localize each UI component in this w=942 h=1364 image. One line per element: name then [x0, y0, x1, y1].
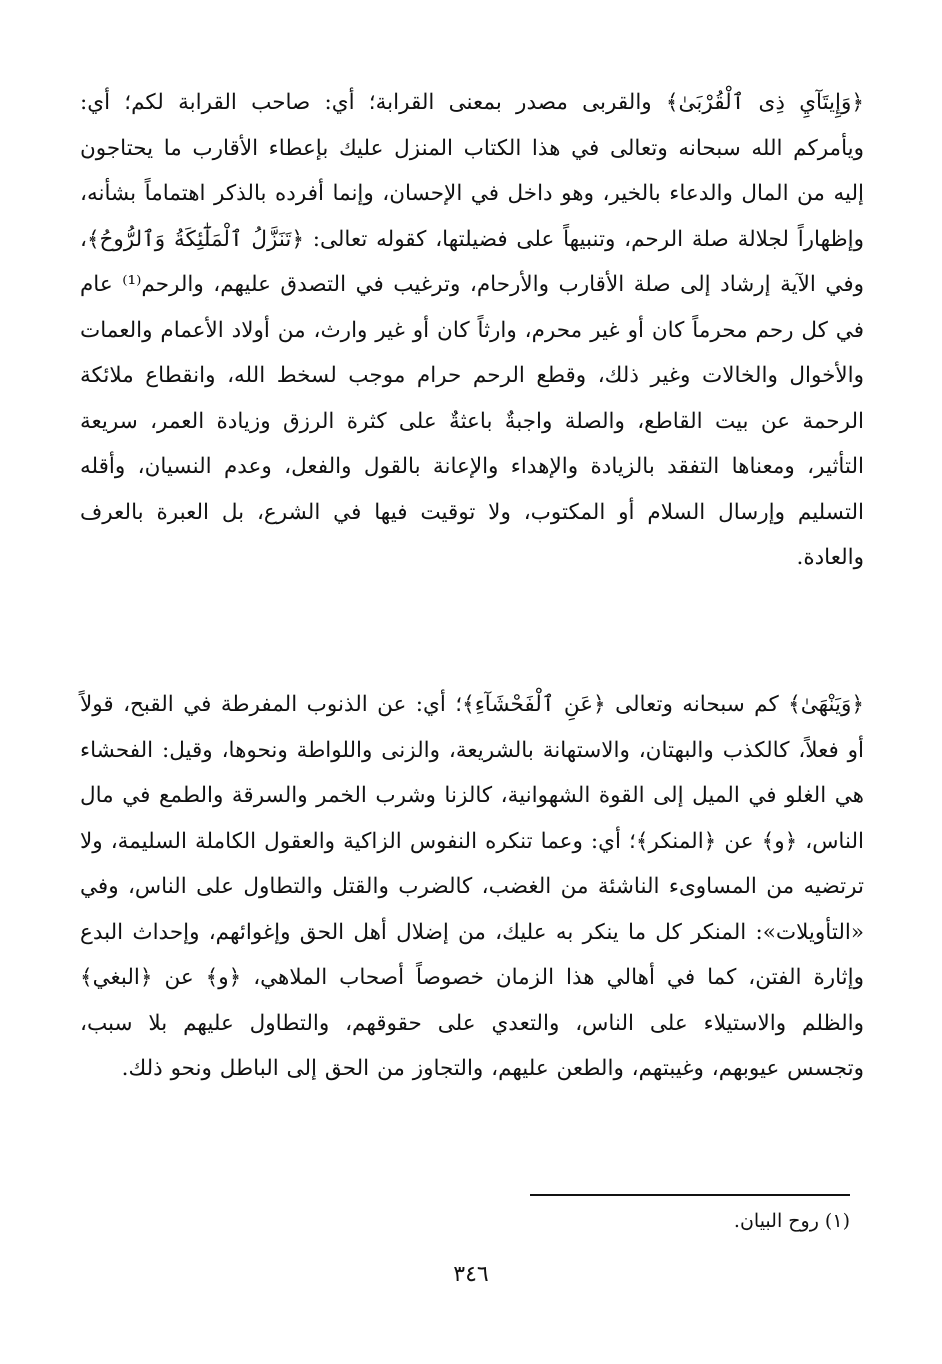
- body-paragraph-1: ﴿وَإِيتَآيِ ذِى ٱلْقُرْبَىٰ﴾ والقربى مصدر بمعنى القرابة؛ أي: صاحب القرابة لكم؛ أي: ويأمركم الله سبحانه وتعالى في هذا الكتاب المنزل عليك بإعطاء الأقارب ما يحتاجون إليه من المال والدعاء بالخير، وهو داخل في الإحسان، وإنما أفرده بالذكر اهتماماً بشأنه، وإظهاراً لجلالة صلة الرحم، وتنبيهاً على فضيلتها، كقوله تعالى: ﴿تَنَزَّلُ ٱلْمَلَٰٓئِكَةُ وَٱلرُّوحُ﴾، وفي الآية إرشاد إلى صلة الأقارب والأرحام، وترغيب في التصدق عليهم، والرحم⁽¹⁾ عام في كل رحم محرماً كان أو غير محرم، وارثاً كان أو غير وارث، من أولاد الأعمام والعمات والأخوال والخالات وغير ذلك، وقطع الرحم حرام موجب لسخط الله، وانقطاع ملائكة الرحمة عن بيت القاطع، والصلة واجبةٌ باعثةٌ على كثرة الرزق وزيادة العمر، سريعة التأثير، ومعناها التفقد بالزيادة والإهداء والإعانة بالقول والفعل، وعدم النسيان، وأقله التسليم وإرسال السلام أو المكتوب، ولا توقيت فيها في الشرع، بل العبرة بالعرف والعادة.: [80, 90, 864, 570]
- page-number: ٣٤٦: [453, 1262, 489, 1287]
- footnote: (١) روح البيان.: [733, 1210, 850, 1232]
- body-paragraph-2: ﴿وَيَنْهَىٰ﴾ كم سبحانه وتعالى ﴿عَنِ ٱلْفَحْشَآءِ﴾؛ أي: عن الذنوب المفرطة في القبح، قولاً أو فعلاً، كالكذب والبهتان، والاستهانة بالشريعة، والزنى واللواطة ونحوها، وقيل: الفحشاء هي الغلو في الميل إلى القوة الشهوانية، كالزنا وشرب الخمر والسرقة والطمع في مال الناس، ﴿و﴾ عن ﴿المنكر﴾؛ أي: وعما تنكره النفوس الزاكية والعقول الكاملة السليمة، ولا ترتضيه من المساوىء الناشئة من الغضب، كالضرب والقتل والتطاول على الناس، وفي «التأويلات»: المنكر كل ما ينكر به عليك، من إضلال أهل الحق وإغوائهم، وإحداث البدع وإثارة الفتن، كما في أهالي هذا الزمان خصوصاً أصحاب الملاهي، ﴿و﴾ عن ﴿البغي﴾ والظلم والاستيلاء على الناس، والتعدي على حقوقهم، والتطاول عليهم بلا سبب، وتجسس عيوبهم، وغيبتهم، والطعن عليهم، والتجاوز من الحق إلى الباطل ونحو ذلك.: [80, 692, 864, 1081]
- footnote-divider: [530, 1194, 850, 1196]
